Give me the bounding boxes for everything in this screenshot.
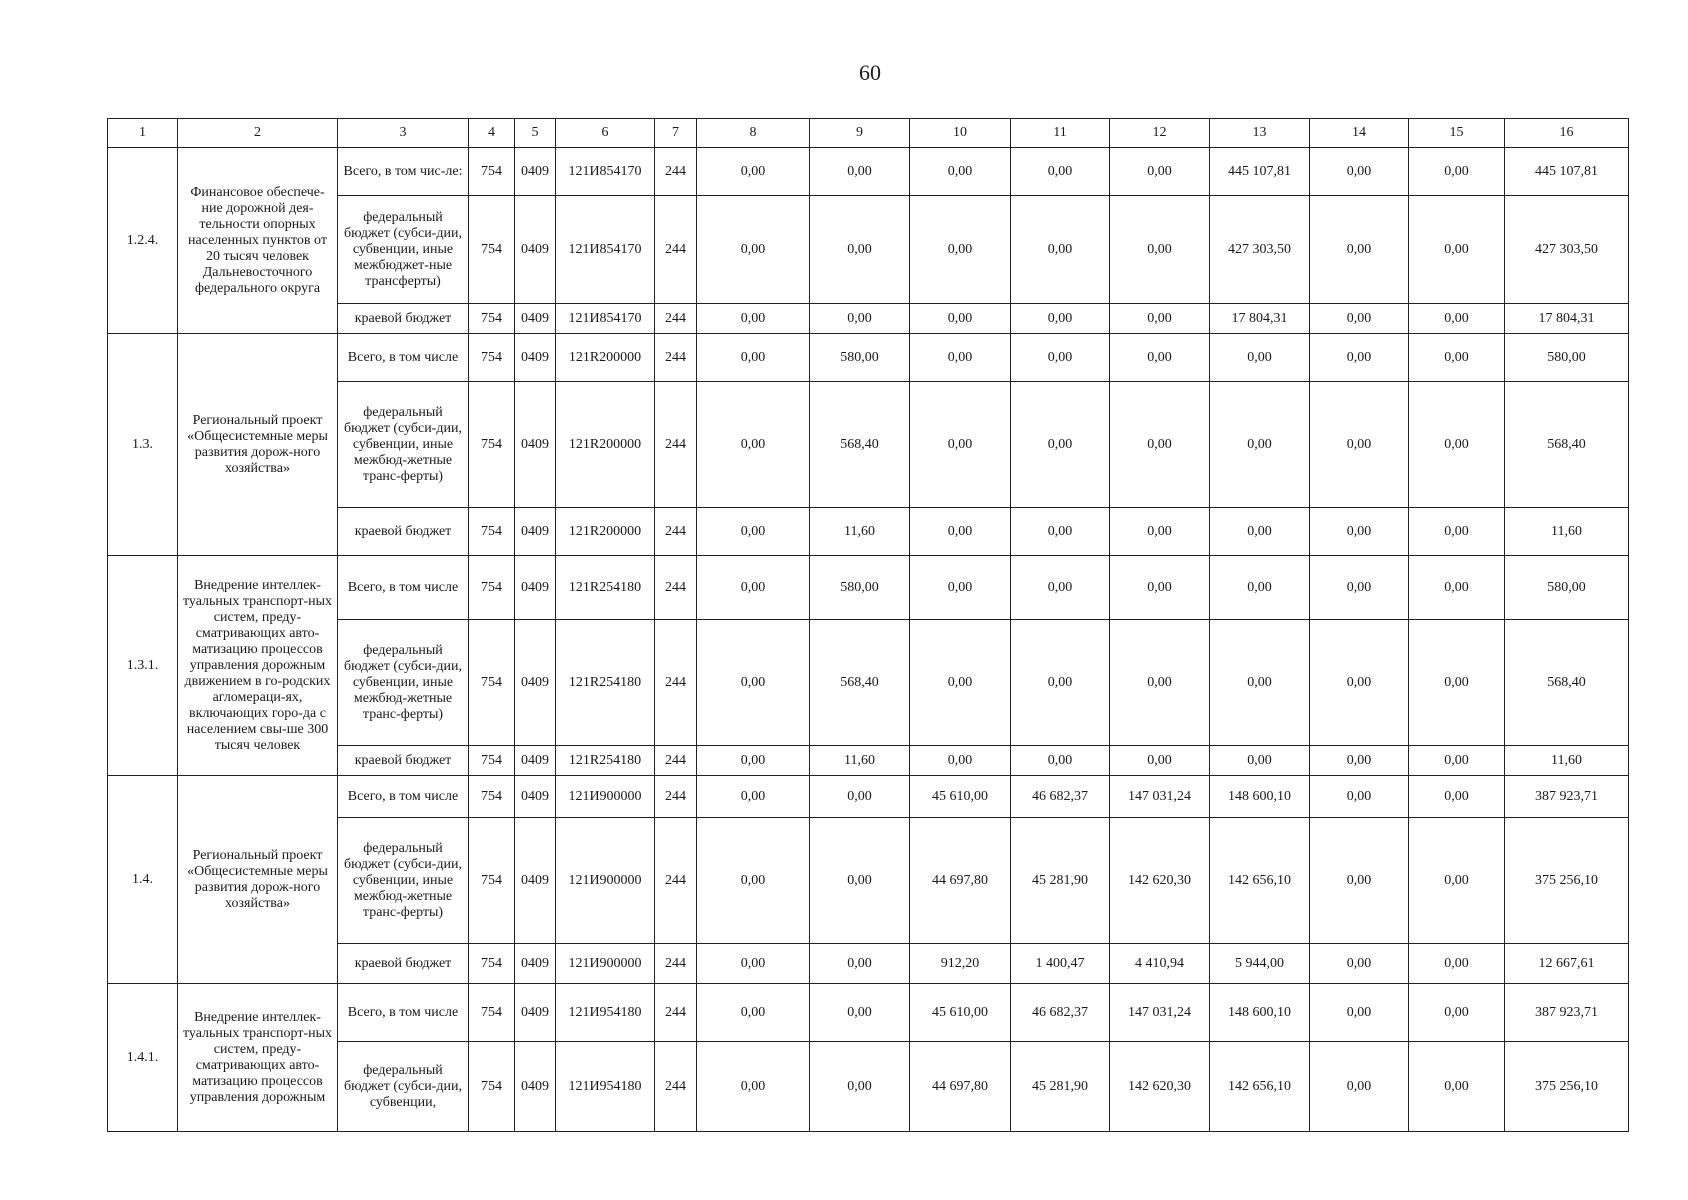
amount-col-9: 580,00 [810, 556, 910, 620]
target-article: 121И854170 [556, 196, 655, 304]
amount-col-14: 0,00 [1310, 984, 1409, 1042]
column-header-1: 1 [108, 119, 178, 148]
amount-col-12: 0,00 [1110, 508, 1210, 556]
amount-col-16: 387 923,71 [1505, 776, 1629, 818]
amount-col-9: 11,60 [810, 508, 910, 556]
ministry-code: 754 [469, 1042, 515, 1132]
expense-type: 244 [655, 776, 697, 818]
amount-col-16: 387 923,71 [1505, 984, 1629, 1042]
amount-col-9: 11,60 [810, 746, 910, 776]
amount-col-15: 0,00 [1409, 944, 1505, 984]
funding-source: Всего, в том чис-ле: [338, 148, 469, 196]
funding-source: краевой бюджет [338, 746, 469, 776]
amount-col-12: 0,00 [1110, 556, 1210, 620]
amount-col-15: 0,00 [1409, 746, 1505, 776]
amount-col-12: 142 620,30 [1110, 1042, 1210, 1132]
item-name: Внедрение интеллек-туальных транспорт-ных систем, преду-сматривающих авто-матизацию процессов управления дорожным [178, 984, 338, 1132]
expense-type: 244 [655, 508, 697, 556]
amount-col-11: 0,00 [1011, 508, 1110, 556]
section-code: 0409 [515, 304, 556, 334]
amount-col-16: 427 303,50 [1505, 196, 1629, 304]
amount-col-15: 0,00 [1409, 382, 1505, 508]
funding-source: Всего, в том числе [338, 984, 469, 1042]
amount-col-8: 0,00 [697, 304, 810, 334]
amount-col-14: 0,00 [1310, 148, 1409, 196]
amount-col-11: 46 682,37 [1011, 776, 1110, 818]
expense-type: 244 [655, 746, 697, 776]
column-header-4: 4 [469, 119, 515, 148]
funding-source: Всего, в том числе [338, 334, 469, 382]
amount-col-16: 12 667,61 [1505, 944, 1629, 984]
amount-col-13: 445 107,81 [1210, 148, 1310, 196]
funding-source: федеральный бюджет (субси-дии, субвенции, иные межбюд-жетные транс-ферты) [338, 382, 469, 508]
item-name: Региональный проект «Общесистемные меры развития дорож-ного хозяйства» [178, 334, 338, 556]
amount-col-13: 427 303,50 [1210, 196, 1310, 304]
ministry-code: 754 [469, 334, 515, 382]
amount-col-15: 0,00 [1409, 508, 1505, 556]
amount-col-15: 0,00 [1409, 196, 1505, 304]
amount-col-14: 0,00 [1310, 508, 1409, 556]
target-article: 121И954180 [556, 984, 655, 1042]
ministry-code: 754 [469, 776, 515, 818]
funding-source: федеральный бюджет (субси-дии, субвенции, [338, 1042, 469, 1132]
amount-col-13: 148 600,10 [1210, 984, 1310, 1042]
amount-col-16: 580,00 [1505, 334, 1629, 382]
item-code: 1.3.1. [108, 556, 178, 776]
amount-col-10: 0,00 [910, 620, 1011, 746]
funding-source: федеральный бюджет (субси-дии, субвенции, иные межбюд-жетные транс-ферты) [338, 620, 469, 746]
target-article: 121R200000 [556, 382, 655, 508]
table-row [108, 776, 1629, 818]
amount-col-11: 0,00 [1011, 196, 1110, 304]
amount-col-13: 0,00 [1210, 620, 1310, 746]
amount-col-14: 0,00 [1310, 1042, 1409, 1132]
header-row [108, 119, 1629, 148]
amount-col-14: 0,00 [1310, 196, 1409, 304]
expense-type: 244 [655, 818, 697, 944]
amount-col-9: 0,00 [810, 196, 910, 304]
amount-col-11: 46 682,37 [1011, 984, 1110, 1042]
funding-source: федеральный бюджет (субси-дии, субвенции, иные межбюджет-ные трансферты) [338, 196, 469, 304]
column-header-11: 11 [1011, 119, 1110, 148]
item-code: 1.3. [108, 334, 178, 556]
page-number: 60 [859, 60, 881, 85]
section-code: 0409 [515, 776, 556, 818]
amount-col-12: 0,00 [1110, 196, 1210, 304]
column-header-2: 2 [178, 119, 338, 148]
funding-source: краевой бюджет [338, 508, 469, 556]
item-code: 1.4. [108, 776, 178, 984]
amount-col-12: 4 410,94 [1110, 944, 1210, 984]
amount-col-10: 0,00 [910, 196, 1011, 304]
ministry-code: 754 [469, 984, 515, 1042]
amount-col-12: 0,00 [1110, 334, 1210, 382]
section-code: 0409 [515, 746, 556, 776]
amount-col-12: 142 620,30 [1110, 818, 1210, 944]
amount-col-8: 0,00 [697, 818, 810, 944]
target-article: 121И954180 [556, 1042, 655, 1132]
amount-col-10: 0,00 [910, 556, 1011, 620]
amount-col-15: 0,00 [1409, 620, 1505, 746]
item-name: Финансовое обеспече-ние дорожной дея-тельности опорных населенных пунктов от 20 тысяч человек Дальневосточного федерального округа [178, 148, 338, 334]
amount-col-12: 147 031,24 [1110, 984, 1210, 1042]
amount-col-14: 0,00 [1310, 620, 1409, 746]
amount-col-10: 44 697,80 [910, 818, 1011, 944]
column-header-16: 16 [1505, 119, 1629, 148]
amount-col-8: 0,00 [697, 148, 810, 196]
section-code: 0409 [515, 196, 556, 304]
amount-col-11: 45 281,90 [1011, 818, 1110, 944]
expense-type: 244 [655, 620, 697, 746]
table-row [108, 556, 1629, 620]
amount-col-8: 0,00 [697, 334, 810, 382]
amount-col-11: 45 281,90 [1011, 1042, 1110, 1132]
column-header-12: 12 [1110, 119, 1210, 148]
amount-col-11: 1 400,47 [1011, 944, 1110, 984]
amount-col-15: 0,00 [1409, 818, 1505, 944]
column-header-13: 13 [1210, 119, 1310, 148]
expense-type: 244 [655, 382, 697, 508]
ministry-code: 754 [469, 944, 515, 984]
column-header-9: 9 [810, 119, 910, 148]
column-header-7: 7 [655, 119, 697, 148]
target-article: 121И900000 [556, 818, 655, 944]
target-article: 121И854170 [556, 148, 655, 196]
amount-col-12: 0,00 [1110, 382, 1210, 508]
column-header-14: 14 [1310, 119, 1409, 148]
amount-col-10: 0,00 [910, 304, 1011, 334]
amount-col-8: 0,00 [697, 196, 810, 304]
budget-table [107, 118, 1629, 1132]
amount-col-15: 0,00 [1409, 148, 1505, 196]
amount-col-9: 580,00 [810, 334, 910, 382]
amount-col-9: 0,00 [810, 776, 910, 818]
section-code: 0409 [515, 984, 556, 1042]
amount-col-10: 0,00 [910, 148, 1011, 196]
amount-col-14: 0,00 [1310, 818, 1409, 944]
amount-col-13: 0,00 [1210, 334, 1310, 382]
amount-col-15: 0,00 [1409, 984, 1505, 1042]
amount-col-8: 0,00 [697, 556, 810, 620]
amount-col-12: 0,00 [1110, 304, 1210, 334]
amount-col-16: 375 256,10 [1505, 818, 1629, 944]
column-header-8: 8 [697, 119, 810, 148]
amount-col-8: 0,00 [697, 944, 810, 984]
amount-col-15: 0,00 [1409, 1042, 1505, 1132]
ministry-code: 754 [469, 746, 515, 776]
funding-source: краевой бюджет [338, 304, 469, 334]
amount-col-9: 568,40 [810, 620, 910, 746]
target-article: 121И900000 [556, 944, 655, 984]
amount-col-10: 0,00 [910, 746, 1011, 776]
amount-col-10: 45 610,00 [910, 984, 1011, 1042]
amount-col-13: 148 600,10 [1210, 776, 1310, 818]
section-code: 0409 [515, 556, 556, 620]
amount-col-12: 0,00 [1110, 148, 1210, 196]
amount-col-16: 445 107,81 [1505, 148, 1629, 196]
expense-type: 244 [655, 304, 697, 334]
amount-col-9: 0,00 [810, 1042, 910, 1132]
amount-col-12: 0,00 [1110, 746, 1210, 776]
table-row [108, 334, 1629, 382]
amount-col-11: 0,00 [1011, 746, 1110, 776]
amount-col-15: 0,00 [1409, 776, 1505, 818]
amount-col-9: 0,00 [810, 984, 910, 1042]
item-name: Внедрение интеллек-туальных транспорт-ных систем, преду-сматривающих авто-матизацию процессов управления дорожным движением в го-родских агломераци-ях, включающих горо-да с населением свы-ше 300 тысяч человек [178, 556, 338, 776]
expense-type: 244 [655, 334, 697, 382]
amount-col-9: 568,40 [810, 382, 910, 508]
ministry-code: 754 [469, 508, 515, 556]
amount-col-8: 0,00 [697, 382, 810, 508]
amount-col-10: 0,00 [910, 382, 1011, 508]
ministry-code: 754 [469, 148, 515, 196]
expense-type: 244 [655, 944, 697, 984]
amount-col-8: 0,00 [697, 508, 810, 556]
target-article: 121R254180 [556, 556, 655, 620]
amount-col-9: 0,00 [810, 944, 910, 984]
ministry-code: 754 [469, 382, 515, 508]
funding-source: краевой бюджет [338, 944, 469, 984]
target-article: 121R200000 [556, 508, 655, 556]
expense-type: 244 [655, 984, 697, 1042]
amount-col-13: 142 656,10 [1210, 818, 1310, 944]
section-code: 0409 [515, 334, 556, 382]
amount-col-11: 0,00 [1011, 620, 1110, 746]
amount-col-15: 0,00 [1409, 334, 1505, 382]
amount-col-10: 0,00 [910, 508, 1011, 556]
target-article: 121R200000 [556, 334, 655, 382]
ministry-code: 754 [469, 304, 515, 334]
amount-col-13: 0,00 [1210, 382, 1310, 508]
amount-col-13: 0,00 [1210, 556, 1310, 620]
amount-col-13: 5 944,00 [1210, 944, 1310, 984]
amount-col-16: 11,60 [1505, 746, 1629, 776]
amount-col-8: 0,00 [697, 776, 810, 818]
amount-col-16: 375 256,10 [1505, 1042, 1629, 1132]
amount-col-10: 44 697,80 [910, 1042, 1011, 1132]
amount-col-10: 45 610,00 [910, 776, 1011, 818]
amount-col-11: 0,00 [1011, 304, 1110, 334]
funding-source: федеральный бюджет (субси-дии, субвенции, иные межбюд-жетные транс-ферты) [338, 818, 469, 944]
item-code: 1.2.4. [108, 148, 178, 334]
target-article: 121И900000 [556, 776, 655, 818]
section-code: 0409 [515, 382, 556, 508]
section-code: 0409 [515, 1042, 556, 1132]
amount-col-12: 0,00 [1110, 620, 1210, 746]
funding-source: Всего, в том числе [338, 556, 469, 620]
amount-col-9: 0,00 [810, 304, 910, 334]
amount-col-15: 0,00 [1409, 556, 1505, 620]
section-code: 0409 [515, 818, 556, 944]
amount-col-16: 568,40 [1505, 382, 1629, 508]
table-row [108, 148, 1629, 196]
amount-col-14: 0,00 [1310, 304, 1409, 334]
amount-col-13: 17 804,31 [1210, 304, 1310, 334]
table-row [108, 984, 1629, 1042]
amount-col-16: 11,60 [1505, 508, 1629, 556]
ministry-code: 754 [469, 556, 515, 620]
column-header-10: 10 [910, 119, 1011, 148]
amount-col-10: 912,20 [910, 944, 1011, 984]
amount-col-12: 147 031,24 [1110, 776, 1210, 818]
amount-col-16: 17 804,31 [1505, 304, 1629, 334]
amount-col-14: 0,00 [1310, 944, 1409, 984]
amount-col-9: 0,00 [810, 818, 910, 944]
amount-col-11: 0,00 [1011, 334, 1110, 382]
amount-col-16: 580,00 [1505, 556, 1629, 620]
section-code: 0409 [515, 148, 556, 196]
amount-col-8: 0,00 [697, 984, 810, 1042]
column-header-6: 6 [556, 119, 655, 148]
expense-type: 244 [655, 556, 697, 620]
ministry-code: 754 [469, 620, 515, 746]
column-header-15: 15 [1409, 119, 1505, 148]
amount-col-13: 0,00 [1210, 746, 1310, 776]
section-code: 0409 [515, 944, 556, 984]
table-body [108, 148, 1629, 1132]
amount-col-14: 0,00 [1310, 382, 1409, 508]
amount-col-13: 142 656,10 [1210, 1042, 1310, 1132]
ministry-code: 754 [469, 818, 515, 944]
column-header-3: 3 [338, 119, 469, 148]
ministry-code: 754 [469, 196, 515, 304]
amount-col-14: 0,00 [1310, 776, 1409, 818]
target-article: 121R254180 [556, 746, 655, 776]
amount-col-14: 0,00 [1310, 334, 1409, 382]
amount-col-9: 0,00 [810, 148, 910, 196]
expense-type: 244 [655, 1042, 697, 1132]
amount-col-8: 0,00 [697, 620, 810, 746]
amount-col-11: 0,00 [1011, 556, 1110, 620]
amount-col-10: 0,00 [910, 334, 1011, 382]
funding-source: Всего, в том числе [338, 776, 469, 818]
column-header-5: 5 [515, 119, 556, 148]
expense-type: 244 [655, 148, 697, 196]
target-article: 121R254180 [556, 620, 655, 746]
amount-col-8: 0,00 [697, 746, 810, 776]
amount-col-13: 0,00 [1210, 508, 1310, 556]
target-article: 121И854170 [556, 304, 655, 334]
amount-col-11: 0,00 [1011, 148, 1110, 196]
amount-col-15: 0,00 [1409, 304, 1505, 334]
amount-col-14: 0,00 [1310, 746, 1409, 776]
amount-col-16: 568,40 [1505, 620, 1629, 746]
item-code: 1.4.1. [108, 984, 178, 1132]
amount-col-8: 0,00 [697, 1042, 810, 1132]
amount-col-14: 0,00 [1310, 556, 1409, 620]
section-code: 0409 [515, 620, 556, 746]
expense-type: 244 [655, 196, 697, 304]
item-name: Региональный проект «Общесистемные меры развития дорож-ного хозяйства» [178, 776, 338, 984]
amount-col-11: 0,00 [1011, 382, 1110, 508]
section-code: 0409 [515, 508, 556, 556]
